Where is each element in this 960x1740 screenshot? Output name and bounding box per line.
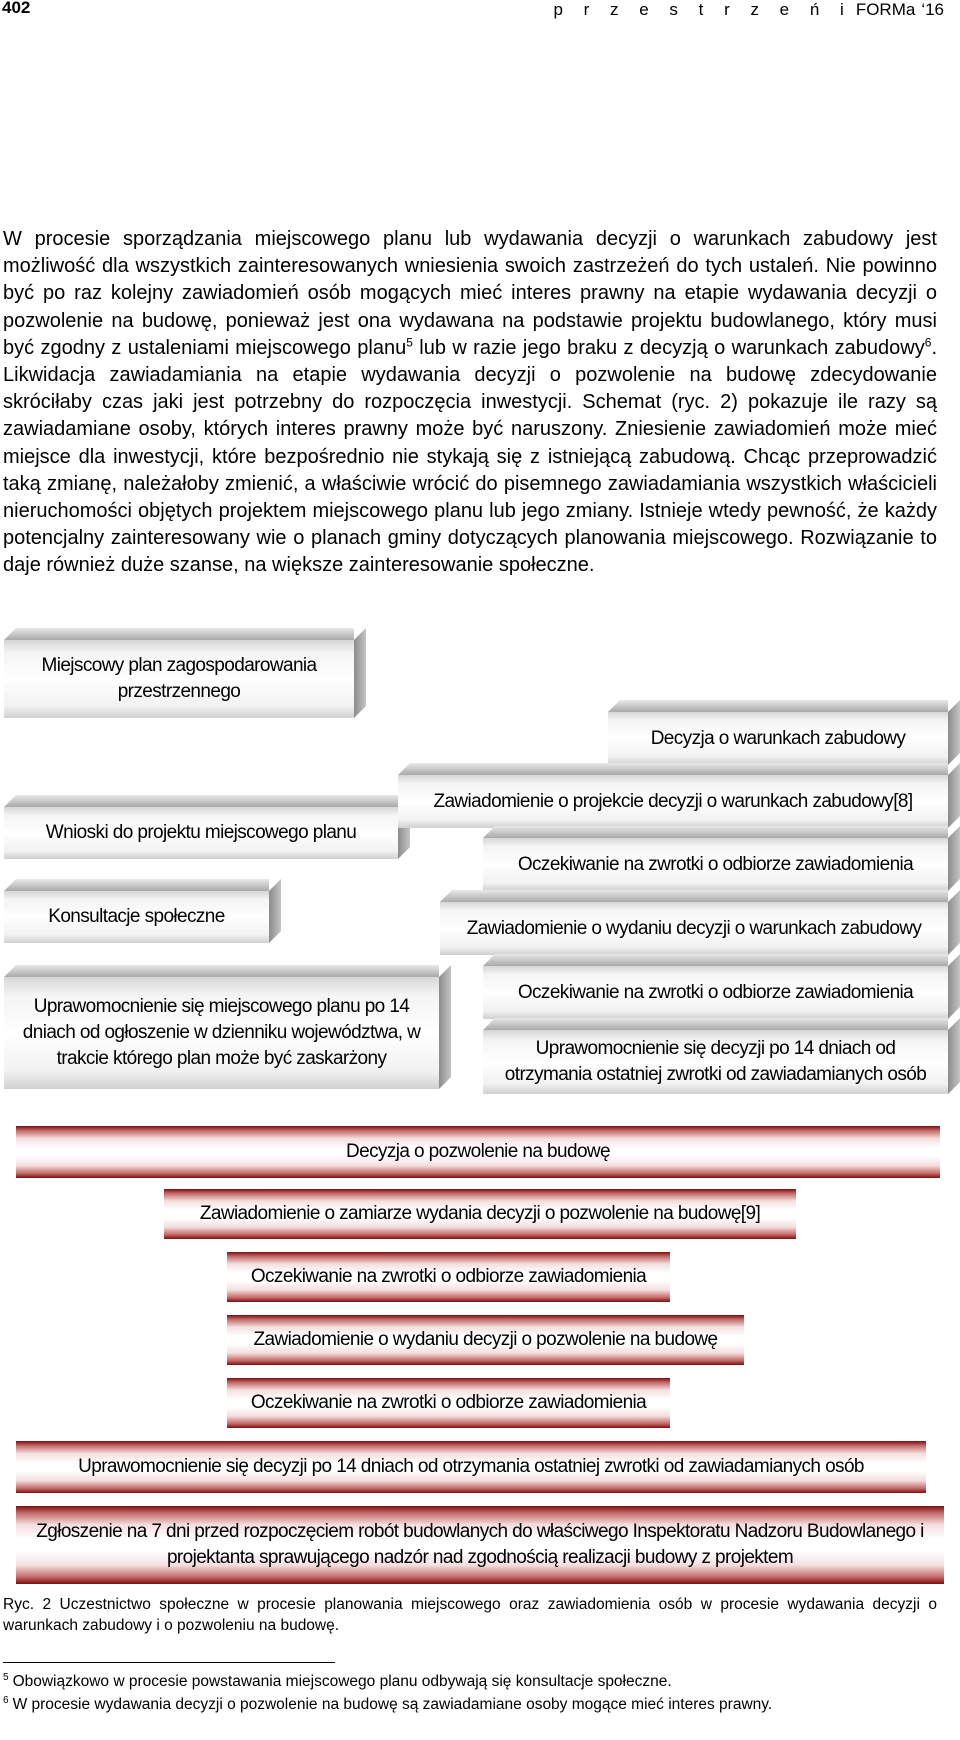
right-box-oczekiwanie-1-label: Oczekiwanie na zwrotki o odbiorze zawiadomienia	[517, 853, 914, 875]
right-box-uprawomocnienie-wz	[483, 1030, 948, 1094]
figure-caption: Ryc. 2 Uczestnictwo społeczne w procesie planowania miejscowego oraz zawiadomienia osób w procesie wydawania decyzji o warunkach zabudowy i o pozwoleniu na budowę.	[3, 1596, 937, 1634]
bottom-box-oczekiwanie-1-label: Oczekiwanie na zwrotki o odbiorze zawiadomienia	[250, 1266, 647, 1287]
left-box-wnioski-label: Wnioski do projektu miejscowego planu	[45, 822, 357, 843]
page-number: 402	[2, 0, 31, 17]
left-box-konsultacje-label: Konsultacje społeczne	[48, 906, 225, 927]
right-box-zawiadomienie-wydanie-wz-label: Zawiadomienie o wydaniu decyzji o warunkach zabudowy	[466, 917, 922, 939]
journal-year: ‘16	[921, 0, 944, 19]
right-box-oczekiwanie-2-label: Oczekiwanie na zwrotki o odbiorze zawiadomienia	[517, 981, 914, 1003]
right-box-decyzja-wz-label: Decyzja o warunkach zabudowy	[650, 727, 906, 749]
footnote-6	[3, 1695, 923, 1715]
right-box-zawiadomienie-wydanie-wz	[440, 902, 948, 955]
footnote-5-text: Obowiązkowo w procesie powstawania miejscowego planu odbywają się konsultacje społeczne.	[12, 1673, 672, 1690]
body-text-part-2: lub w razie jego braku z decyzją o warunkach zabudowy	[412, 336, 925, 359]
bottom-box-zawiadomienie-zamiar-label: Zawiadomienie o zamiarze wydania decyzji o pozwolenie na budowę[9]	[199, 1203, 761, 1224]
right-box-zawiadomienie-projekt	[398, 775, 948, 828]
right-box-oczekiwanie-1	[483, 838, 948, 891]
footnote-ref-5[interactable]: 5	[406, 335, 413, 350]
footnote-6-number: 6	[3, 1694, 9, 1706]
journal-name	[553, 0, 944, 20]
footnote-6-text: W procesie wydawania decyzji o pozwolenie na budowę są zawiadamiane osoby mogące mieć interes prawny.	[12, 1696, 773, 1713]
left-box-konsultacje	[4, 891, 269, 943]
left-box-uprawomocnienie-planu-label: Uprawomocnienie się miejscowego planu po 14 dniach od ogłoszenie w dzienniku województwa, w trakcie którego plan może być zaskarżony	[22, 996, 421, 1069]
bottom-box-oczekiwanie-2-label: Oczekiwanie na zwrotki o odbiorze zawiadomienia	[250, 1392, 647, 1413]
bottom-box-zawiadomienie-wydanie	[227, 1315, 744, 1365]
left-box-wnioski	[4, 807, 398, 859]
bottom-box-zgloszenie	[16, 1506, 944, 1584]
right-box-decyzja-wz	[608, 712, 948, 765]
bottom-box-uprawomocnienie	[16, 1441, 926, 1493]
bottom-box-zgloszenie-label: Zgłoszenie na 7 dni przed rozpoczęciem robót budowlanych do właściwego Inspektoratu Nadzoru Budowlanego i projektanta sprawującego nadzór nad zgodnością realizacji budowy z projektem	[36, 1521, 924, 1568]
footnote-5	[3, 1672, 923, 1692]
footnote-5-number: 5	[3, 1671, 9, 1683]
right-box-zawiadomienie-projekt-label: Zawiadomienie o projekcie decyzji o warunkach zabudowy[8]	[433, 790, 913, 812]
journal-title-forma: FORMa	[855, 0, 916, 19]
bottom-box-uprawomocnienie-label: Uprawomocnienie się decyzji po 14 dniach od otrzymania ostatniej zwrotki od zawiadamianych osób	[78, 1456, 864, 1477]
body-paragraph	[3, 226, 937, 580]
bottom-box-oczekiwanie-2	[227, 1378, 670, 1428]
right-box-oczekiwanie-2	[483, 966, 948, 1019]
left-box-uprawomocnienie-planu	[4, 977, 439, 1089]
body-text-part-1: W procesie sporządzania miejscowego planu lub wydawania decyzji o warunkach zabudowy jest możliwość dla wszystkich zainteresowanych wniesienia swoich zastrzeżeń do tych ustaleń. Nie powinno być po raz kolejny zawiadomień osób mogących mieć interes prawny na etapie wydawania decyzji o pozwolenie na budowę, ponieważ jest ona wydawana na podstawie projektu budowlanego, który musi być zgodny z ustaleniami miejscowego planu	[3, 228, 937, 359]
bottom-box-oczekiwanie-1	[227, 1252, 670, 1302]
left-box-plan-label: Miejscowy plan zagospodarowania przestrzennego	[41, 655, 317, 702]
journal-title-spaced: p r z e s t r z e ń i	[553, 0, 852, 19]
footnote-ref-6[interactable]: 6	[924, 335, 932, 350]
right-box-uprawomocnienie-wz-label: Uprawomocnienie się decyzji po 14 dniach od otrzymania ostatniej zwrotki od zawiadamianych osób	[504, 1038, 927, 1085]
left-box-plan	[4, 640, 354, 718]
bottom-box-zawiadomienie-zamiar	[164, 1189, 796, 1239]
body-text-part-3: . Likwidacja zawiadamiania na etapie wydawania decyzji o pozwolenie na budowę zdecydowanie skróciłaby czas jaki jest potrzebny do rozpoczęcia inwestycji. Schemat (ryc. 2) pokazuje ile razy są zawiadamiane osoby, których interes prawny może być naruszony. Zniesienie zawiadomień może mieć miejsce dla inwestycji, które bezpośrednio nie stykają się z istniejącą zabudową. Chcąc przeprowadzić taką zmianę, należałoby zmienić, a właściwie wrócić do pisemnego zawiadamiania wszystkich właścicieli nieruchomości objętych projektem miejscowego planu lub jego zmiany. Istnieje wtedy pewność, że każdy potencjalny zainteresowany wie o planach gminy dotyczących planowania miejscowego. Rozwiązanie to daje również duże szanse, na większe zainteresowanie społeczne.	[3, 336, 937, 577]
bottom-box-pozwolenie-label: Decyzja o pozwolenie na budowę	[345, 1141, 610, 1162]
bottom-box-zawiadomienie-wydanie-label: Zawiadomienie o wydaniu decyzji o pozwolenie na budowę	[253, 1329, 718, 1350]
bottom-box-pozwolenie	[16, 1126, 940, 1178]
footnote-divider	[3, 1662, 335, 1663]
